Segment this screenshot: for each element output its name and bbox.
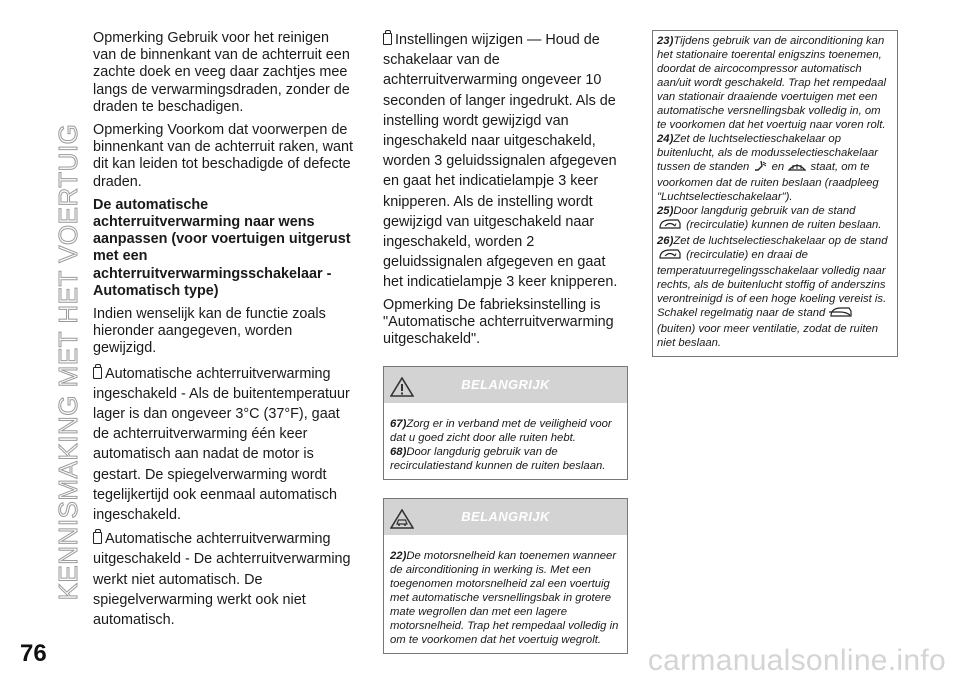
warning-header	[384, 499, 627, 535]
notes-box	[652, 30, 898, 357]
chapter-title: KENNISMAKING MET HET VOERTUIG	[53, 123, 83, 601]
note-68: 68)Door langdurig gebruik van de recirculatiestand kunnen de ruiten beslaan.	[390, 446, 606, 473]
warning-body	[384, 403, 627, 479]
bullet-auto-on-text: Automatische achterruitverwarming ingeschakeld - Als de buitentemperatuur lager is dan ongeveer 3°C (37°F), gaat de achterruitverwarming één keer automatisch aan nadat de motor is gestart. De spiegelverwarming wordt tegelijkertijd ook eenmaal automatisch ingeschakeld.	[93, 365, 350, 524]
page-number: 76	[20, 640, 47, 667]
warning-title: BELANGRIJK	[461, 509, 550, 525]
warning-header	[384, 367, 627, 403]
bullet-auto-off-text: Automatische achterruitverwarming uitgeschakeld - De achterruitverwarming werkt niet automatisch. De spiegelverwarming werkt ook niet automatisch.	[93, 531, 351, 629]
bullet-change-settings-text: Instellingen wijzigen — Houd de schakelaar van de achterruitverwarming ongeveer 10 seconden of langer ingedrukt. Als de instelling wordt gewijzigd van ingeschakeld naar uitgeschakeld, worden 3 geluidssignalen afgegeven en gaat het indicatielampje 3 keer knipperen. Als de instelling wordt gewijzigd van uitgeschakeld naar ingeschakeld, worden 2 geluidssignalen afgegeven en gaat het indicatielampje 3 keer knipperen.	[383, 32, 618, 291]
footer-watermark: carmanualsonline.info	[647, 644, 946, 677]
recirculation-icon	[657, 218, 683, 234]
note-22: 22)De motorsnelheid kan toenemen wanneer de airconditioning in werking is. Met een toegenomen motorsnelheid zal een voertuig met automatische versnellingsbak in grotere mate wegrollen dan met een lagere motorsnelheid. Trap het rempedaal volledig in om te voorkomen dat het voertuig wegrolt.	[390, 550, 619, 647]
warning-triangle-icon	[390, 375, 414, 411]
car-warning-icon	[390, 507, 414, 543]
note-67: 67)Zorg er in verband met de veiligheid voor dat u goed zicht door alle ruiten hebt.	[390, 418, 612, 445]
section-heading: De automatische achterruitverwarming naar wens aanpassen (voor voertuigen uitgerust met een achterruitverwarmingsschakelaar - Automatisch type)	[93, 196, 351, 299]
paragraph-factory-setting: Opmerking De fabrieksinstelling is "Automatische achterruitverwarming uitgeschakeld".	[383, 296, 614, 348]
column-middle	[383, 30, 628, 654]
column-right	[652, 30, 898, 357]
note-25: 25)Door langdurig gebruik van de stand (recirculatie) kunnen de ruiten beslaan.	[657, 204, 893, 234]
note-23: 23)Tijdens gebruik van de airconditioning kan het stationaire toerental enigszins toenemen, doordat de aircocompressor automatisch aan/uit wordt geschakeld. Trap het rempedaal van stationair draaiende voertuigen met een automatische versnellingsbak volledig in, om te voorkomen dat het voertuig naar voren rolt.	[657, 35, 886, 131]
bullet-icon	[93, 367, 102, 379]
mode-foot-defrost-icon	[752, 160, 768, 176]
warning-body	[384, 535, 627, 653]
defrost-icon	[787, 160, 807, 176]
warning-box-2	[383, 498, 628, 654]
outside-air-icon	[828, 306, 854, 322]
bullet-auto-on	[93, 364, 353, 526]
warning-title: BELANGRIJK	[461, 377, 550, 393]
paragraph-avoid-objects-note: Opmerking Voorkom dat voorwerpen de binnenkant van de achterruit raken, want dit kan leiden tot beschadigde of defecte draden.	[93, 122, 353, 190]
bullet-change-settings	[383, 30, 628, 293]
recirculation-icon	[657, 248, 683, 264]
note-24: 24)Zet de luchtselectieschakelaar op buitenlucht, als de modusselectieschakelaar tussen de standen en staat, om te voorkomen dat de ruiten beslaan (raadpleeg "Luchtselectieschakelaar").	[657, 133, 879, 203]
paragraph-intro: Indien wenselijk kan de functie zoals hieronder aangegeven, worden gewijzigd.	[93, 306, 326, 357]
paragraph-cleaning-note: Opmerking Gebruik voor het reinigen van de binnenkant van de achterruit een zachte doek en veeg daar zachtjes mee langs de verwarmingsdraden, zonder de draden te beschadigen.	[93, 30, 350, 115]
warning-box-1	[383, 366, 628, 480]
note-26: 26)Zet de luchtselectieschakelaar op de stand (recirculatie) en draai de temperatuurregelingsschakelaar volledig naar rechts, als de buitenlucht stoffig of anderszins verontreinigd is of een hoge koeling vereist is. Schakel regelmatig naar de stand (buiten) voor meer ventilatie, zodat de ruiten niet beslaan.	[657, 235, 888, 349]
bullet-auto-off	[93, 529, 353, 630]
column-left	[93, 30, 353, 634]
bullet-icon	[383, 33, 392, 45]
bullet-icon	[93, 532, 102, 544]
